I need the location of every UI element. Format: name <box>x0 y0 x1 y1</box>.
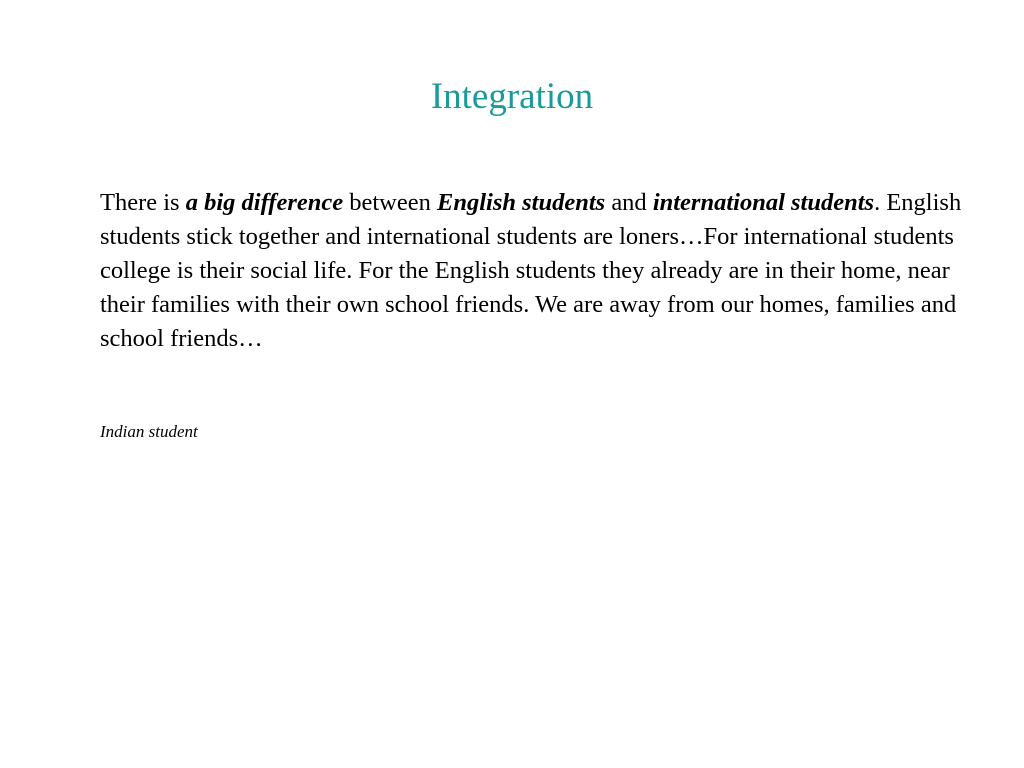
quote-text-1: There is <box>100 189 186 216</box>
quote-emphasis-3: international students <box>652 189 875 216</box>
quote-attribution: Indian student <box>100 422 198 441</box>
quote-paragraph <box>100 186 980 356</box>
quote-emphasis-1: a big difference <box>185 189 344 216</box>
quote-text-2: between <box>343 189 437 216</box>
quote-emphasis-2: English students <box>437 189 606 216</box>
quote-text-4: . English students stick together and international students are loners…For international students college is their social life. For the English students they already are in their home, near their families with their own school friends. We are away from our homes, families and school friends… <box>100 189 962 352</box>
slide-title: Integration <box>430 76 594 117</box>
quote-text-3: and <box>605 189 653 216</box>
